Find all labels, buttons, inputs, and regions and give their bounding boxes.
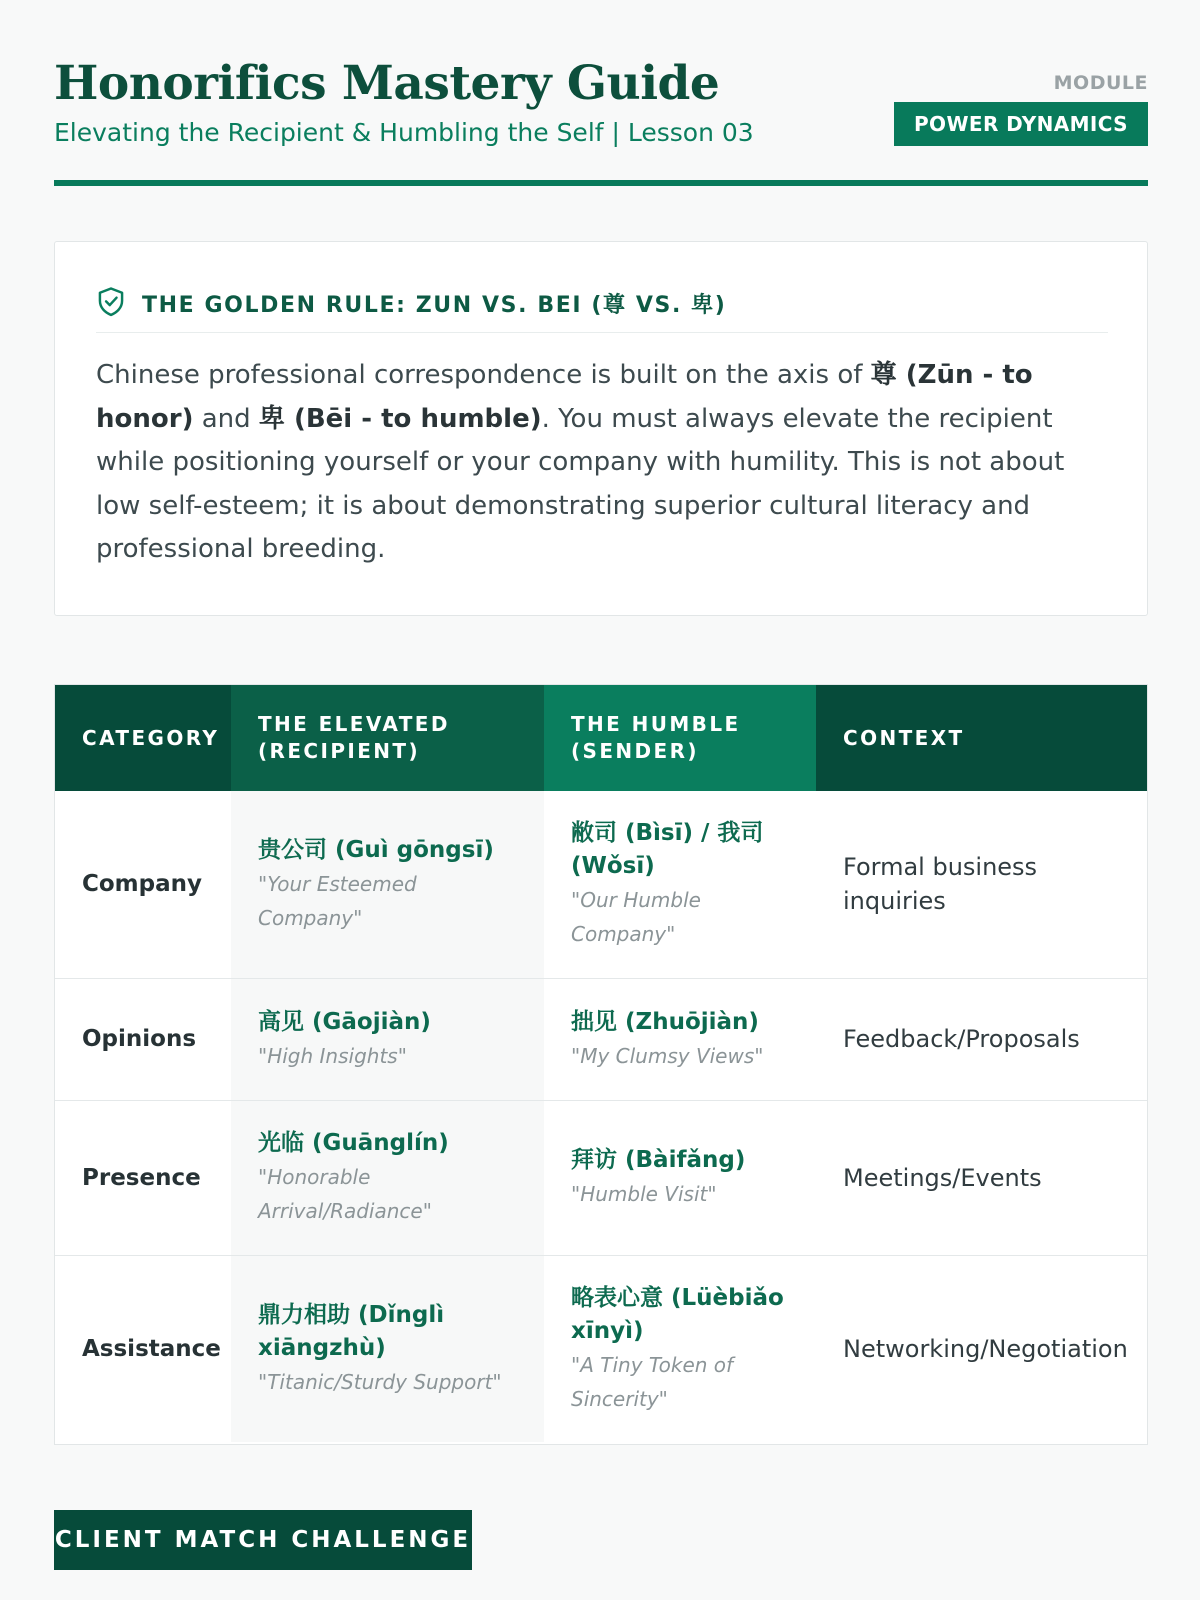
rule-text-intro: Chinese professional correspondence is built on the axis of [96, 360, 871, 390]
humble-cell [544, 1255, 816, 1442]
elevated-cell [231, 1100, 544, 1255]
elevated-meaning: "Honorable Arrival/Radiance" [258, 1165, 432, 1223]
humble-term: 敝司 (Bìsī) / 我司 (Wǒsī) [571, 820, 764, 880]
golden-rule-header [96, 282, 1108, 333]
table-row-company [55, 791, 1147, 978]
column-header-humble: THE HUMBLE (SENDER) [544, 685, 816, 791]
elevated-term: 光临 (Guānglín) [258, 1130, 449, 1156]
row-category: Company [82, 871, 202, 898]
page-header [54, 52, 1148, 186]
rule-term-zun: 尊 (Zūn - to honor) [96, 360, 1033, 434]
row-category: Presence [55, 1100, 231, 1255]
header-divider [54, 180, 1148, 186]
honorifics-grid [55, 685, 1147, 1442]
row-context: Formal business inquiries [843, 853, 1038, 916]
elevated-term: 鼎力相助 (Dǐnglì xiāngzhù) [258, 1301, 445, 1361]
rule-term-bei: 卑 (Bēi - to humble) [258, 403, 542, 434]
module-label: MODULE [1053, 72, 1148, 94]
shield-check-icon [96, 286, 126, 318]
rule-text-rest: . You must always elevate the recipient while positioning yourself or your company with humility. This is not about low self-esteem; it is about demonstrating superior cultural literacy and professional breeding. [96, 403, 1065, 564]
humble-meaning: "Humble Visit" [571, 1182, 717, 1206]
module-info [894, 72, 1148, 146]
column-header-context: CONTEXT [816, 685, 1147, 791]
elevated-term: 高见 (Gāojiàn) [258, 1008, 431, 1035]
row-category: Assistance [55, 1255, 231, 1442]
elevated-meaning: "High Insights" [258, 1043, 407, 1068]
humble-cell [544, 791, 816, 978]
elevated-meaning: "Titanic/Sturdy Support" [258, 1369, 502, 1394]
elevated-cell [231, 1255, 544, 1442]
row-context: Feedback/Proposals [816, 978, 1147, 1100]
golden-rule-heading: THE GOLDEN RULE: ZUN VS. BEI (尊 VS. 卑) [142, 293, 727, 318]
elevated-cell [231, 978, 544, 1100]
page-title: Honorifics Mastery Guide [54, 56, 720, 111]
humble-term: 拜访 (Bàifǎng) [571, 1147, 746, 1173]
row-category: Opinions [55, 978, 231, 1100]
row-context: Meetings/Events [816, 1100, 1147, 1255]
table-row-assistance [55, 1255, 1147, 1442]
elevated-cell [231, 791, 544, 978]
column-header-elevated: THE ELEVATED (RECIPIENT) [231, 685, 544, 791]
client-match-challenge-button[interactable]: CLIENT MATCH CHALLENGE [54, 1510, 472, 1570]
humble-meaning: "A Tiny Token of Sincerity" [571, 1352, 734, 1411]
humble-cell [544, 978, 816, 1100]
column-header-category: CATEGORY [55, 685, 231, 791]
elevated-meaning: "Your Esteemed Company" [258, 871, 417, 930]
module-badge: POWER DYNAMICS [894, 102, 1148, 146]
golden-rule-body [96, 354, 1116, 572]
humble-cell [544, 1100, 816, 1255]
humble-term: 略表心意 (Lüèbiǎo xīnyì) [571, 1284, 784, 1344]
table-header-row [55, 685, 1147, 791]
humble-meaning: "My Clumsy Views" [571, 1043, 764, 1068]
table-row-presence [55, 1100, 1147, 1255]
row-context: Networking/Negotiation [816, 1255, 1147, 1442]
table-row-opinions [55, 978, 1147, 1100]
golden-rule-card [54, 241, 1148, 616]
honorifics-table [54, 684, 1148, 1445]
elevated-term: 贵公司 (Guì gōngsī) [258, 836, 494, 863]
rule-text-and: and [193, 403, 259, 434]
page-subtitle: Elevating the Recipient & Humbling the Self | Lesson 03 [54, 118, 754, 147]
humble-term: 拙见 (Zhuōjiàn) [571, 1008, 759, 1035]
humble-meaning: "Our Humble Company" [571, 888, 701, 947]
